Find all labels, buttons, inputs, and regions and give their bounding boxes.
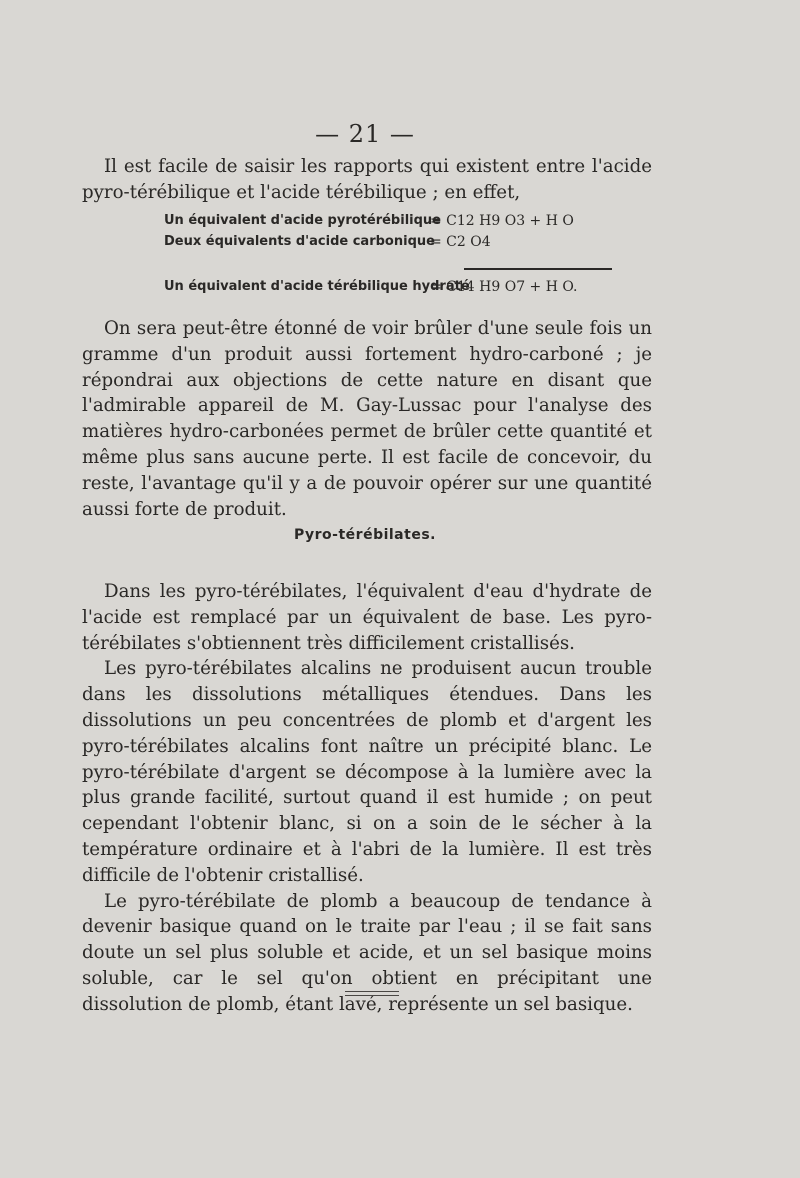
equation-formula-1: = C12 H9 O3 + H O bbox=[430, 213, 574, 229]
equation-label-1: Un équivalent d'acide pyrotérébilique bbox=[164, 213, 441, 228]
intro-paragraph: Il est facile de saisir les rapports qui existent entre l'acide pyro-térébilique et l'acide térébilique ; en effet, bbox=[82, 156, 652, 203]
equation-formula-total: = C14 H9 O7 + H O. bbox=[430, 279, 578, 295]
paragraph-3: Les pyro-térébilates alcalins ne produisent aucun trouble dans les dissolutions métalliques étendues. Dans les dissolutions un peu concentrées de plomb et d'argent les pyro-térébilates alcalins font naître un précipité blanc. Le pyro-térébilate d'argent se décompose à la lumière avec la plus grande facilité, surtout quand il est humide ; on peut cependant l'obtenir blanc, si on a soin de le sécher à la température ordinaire et à l'abri de la lumière. Il est très difficile de l'obtenir cristallisé. bbox=[82, 658, 652, 886]
equation-block bbox=[164, 213, 624, 295]
equation-row-2 bbox=[164, 234, 624, 255]
equation-sum-rule bbox=[464, 268, 612, 270]
paragraph-4: Le pyro-térébilate de plomb a beaucoup de tendance à devenir basique quand on le traite par l'eau ; il se fait sans doute un sel plus soluble et acide, et un sel basique moins soluble, car le sel qu'on obtient en précipitant une dissolution de plomb, étant lavé, représente un sel basique. bbox=[82, 890, 652, 1015]
end-rule bbox=[345, 991, 399, 996]
equation-label-total: Un équivalent d'acide térébilique hydraté bbox=[164, 279, 470, 294]
equation-row-1 bbox=[164, 213, 624, 234]
paragraph-1: On sera peut-être étonné de voir brûler d'une seule fois un gramme d'un produit aussi fortement hydro-carboné ; je répondrai aux objections de cette nature en disant que l'admirable appareil de M. Gay-Lussac pour l'analyse des matières hydro-carbonées permet de brûler cette quantité et même plus sans aucune perte. Il est facile de concevoir, du reste, l'avantage qu'il y a de pouvoir opérer sur une quantité aussi forte de produit. bbox=[82, 318, 652, 520]
equation-formula-2: = C2 O4 bbox=[430, 234, 491, 250]
equation-row-total bbox=[164, 279, 624, 300]
equation-label-2: Deux équivalents d'acide carbonique bbox=[164, 234, 435, 249]
intro-text bbox=[82, 154, 652, 206]
body-text-1 bbox=[82, 316, 652, 522]
section-heading: Pyro-térébilates. bbox=[294, 527, 436, 543]
paragraph-2: Dans les pyro-térébilates, l'équivalent d'eau d'hydrate de l'acide est remplacé par un équivalent de base. Les pyro-térébilates s'obtiennent très difficilement cristallisés. bbox=[82, 581, 652, 654]
page-number: — 21 — bbox=[315, 120, 415, 148]
body-text-2 bbox=[82, 579, 652, 1018]
